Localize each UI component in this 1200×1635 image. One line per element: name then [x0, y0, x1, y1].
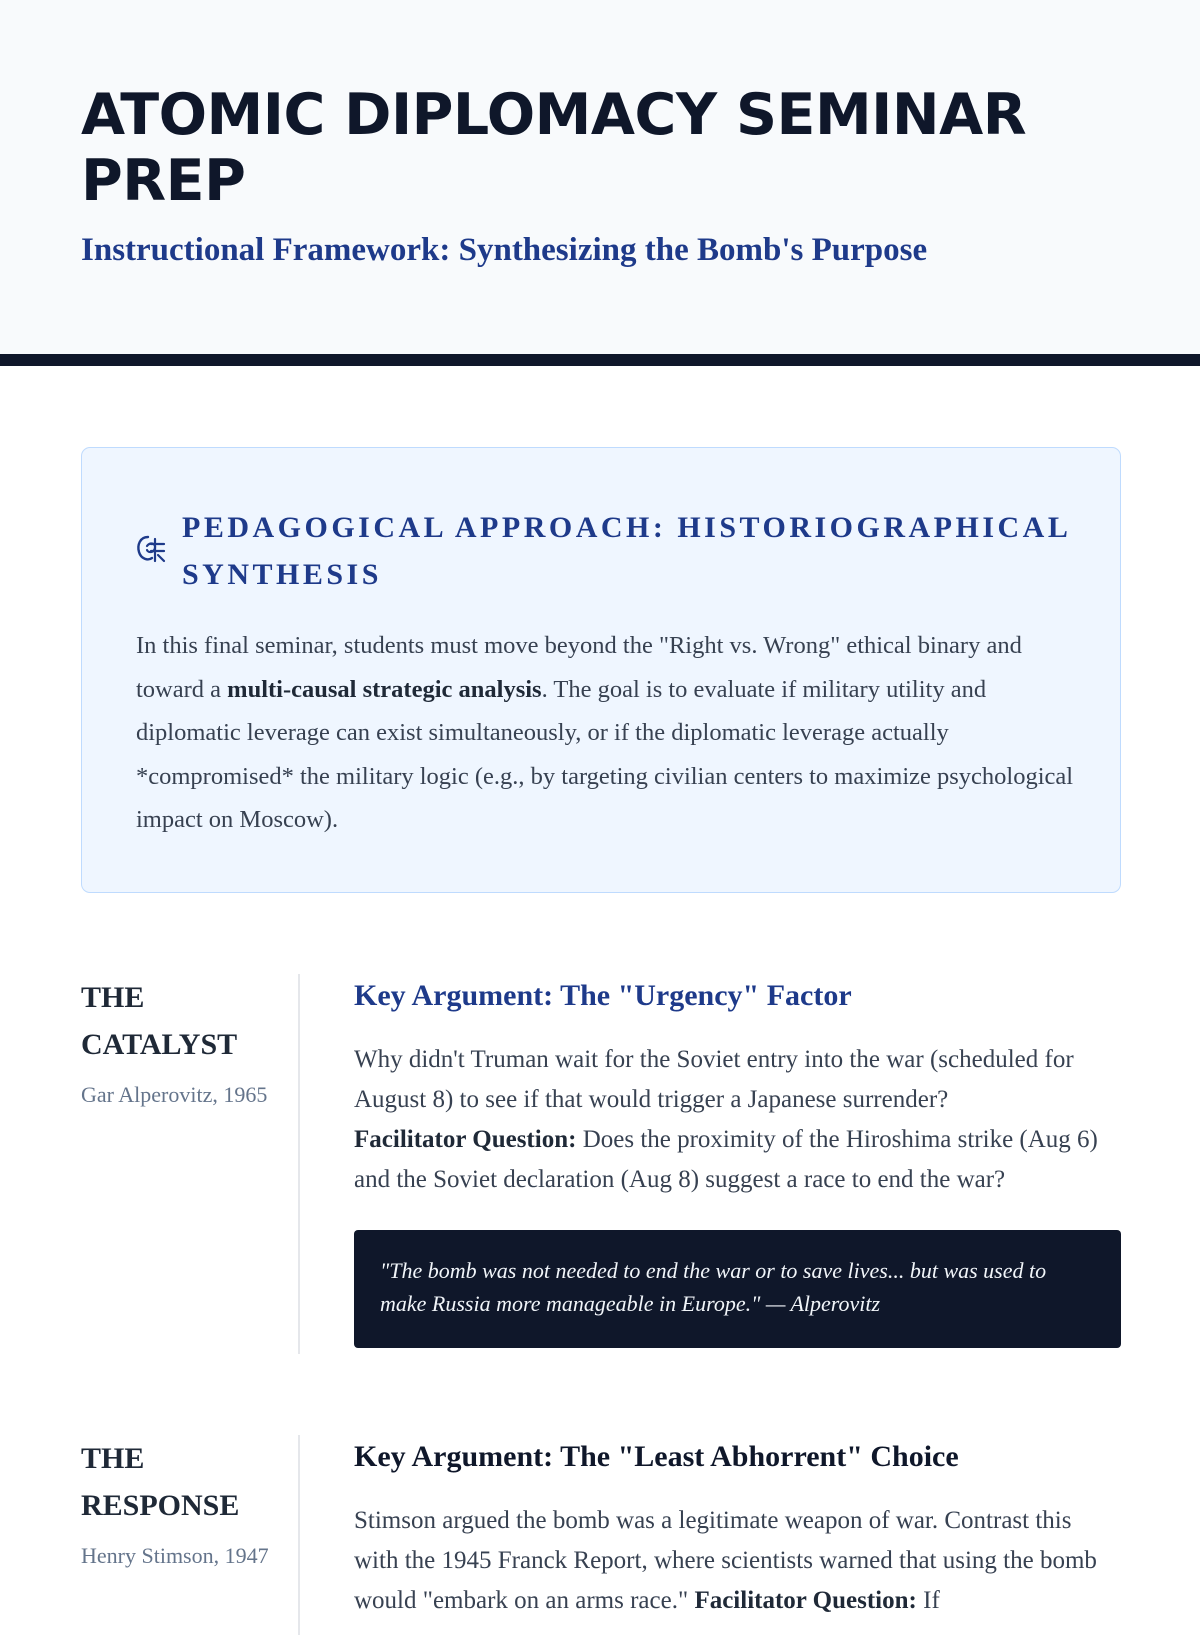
section-author: Henry Stimson, 1947 — [81, 1543, 269, 1568]
argument-text: Stimson argued the bomb was a legitimate weapon of war. Contrast this with the 1945 Franck Report, where scientists warned that using the bomb would "embark on an arms race." — [354, 1507, 1097, 1614]
argument-title: Key Argument: The "Least Abhorrent" Choice — [354, 1440, 959, 1473]
facilitator-question-label: Facilitator Question: — [694, 1587, 917, 1614]
pull-quote: "The bomb was not needed to end the war or to save lives... but was used to make Russia more manageable in Europe." — Alperovitz — [354, 1230, 1121, 1348]
approach-body-rest: . The goal is to evaluate if military utility and diplomatic leverage can exist simultaneously, or if the diplomatic leverage actually *compromised* the military logic (e.g., by targeting civilian centers to maximize psychological impact on Moscow). — [136, 675, 1074, 833]
section-content — [354, 974, 1121, 1348]
section-divider — [298, 974, 300, 1354]
section-label: THE RESPONSE — [81, 1442, 240, 1522]
section-content — [354, 1435, 1121, 1621]
approach-heading: PEDAGOGICAL APPROACH: HISTORIOGRAPHICAL SYNTHESIS — [182, 511, 1070, 591]
section-sidebar — [81, 1435, 271, 1572]
approach-body-intro: In this final seminar, students must move beyond the "Right vs. Wrong" ethical binary and toward a — [136, 632, 1022, 703]
approach-body-emphasis: multi-causal strategic analysis — [227, 675, 542, 703]
section-sidebar — [81, 974, 271, 1111]
pedagogy-glyph-icon — [134, 532, 168, 566]
page-subtitle: Instructional Framework: Synthesizing the Bomb's Purpose — [81, 232, 928, 268]
argument-body — [354, 1040, 1121, 1200]
facilitator-question-label: Facilitator Question: — [354, 1126, 577, 1153]
approach-body — [136, 624, 1076, 842]
facilitator-question: Does the proximity of the Hiroshima strike (Aug 6) and the Soviet declaration (Aug 8) suggest a race to end the war? — [354, 1126, 1098, 1193]
facilitator-question: If — [916, 1587, 940, 1614]
argument-body — [354, 1501, 1121, 1621]
pedagogical-approach-callout — [81, 447, 1121, 893]
section-catalyst — [81, 974, 1121, 1354]
section-author: Gar Alperovitz, 1965 — [81, 1082, 268, 1107]
section-divider — [298, 1435, 300, 1635]
page-header — [0, 0, 1200, 366]
section-response — [81, 1435, 1121, 1635]
argument-text: Why didn't Truman wait for the Soviet entry into the war (scheduled for August 8) to see if that would trigger a Japanese surrender? — [354, 1046, 1074, 1113]
argument-title: Key Argument: The "Urgency" Factor — [354, 979, 852, 1012]
page-title: ATOMIC DIPLOMACY SEMINAR PREP — [81, 82, 1027, 214]
section-label: THE CATALYST — [81, 981, 238, 1061]
